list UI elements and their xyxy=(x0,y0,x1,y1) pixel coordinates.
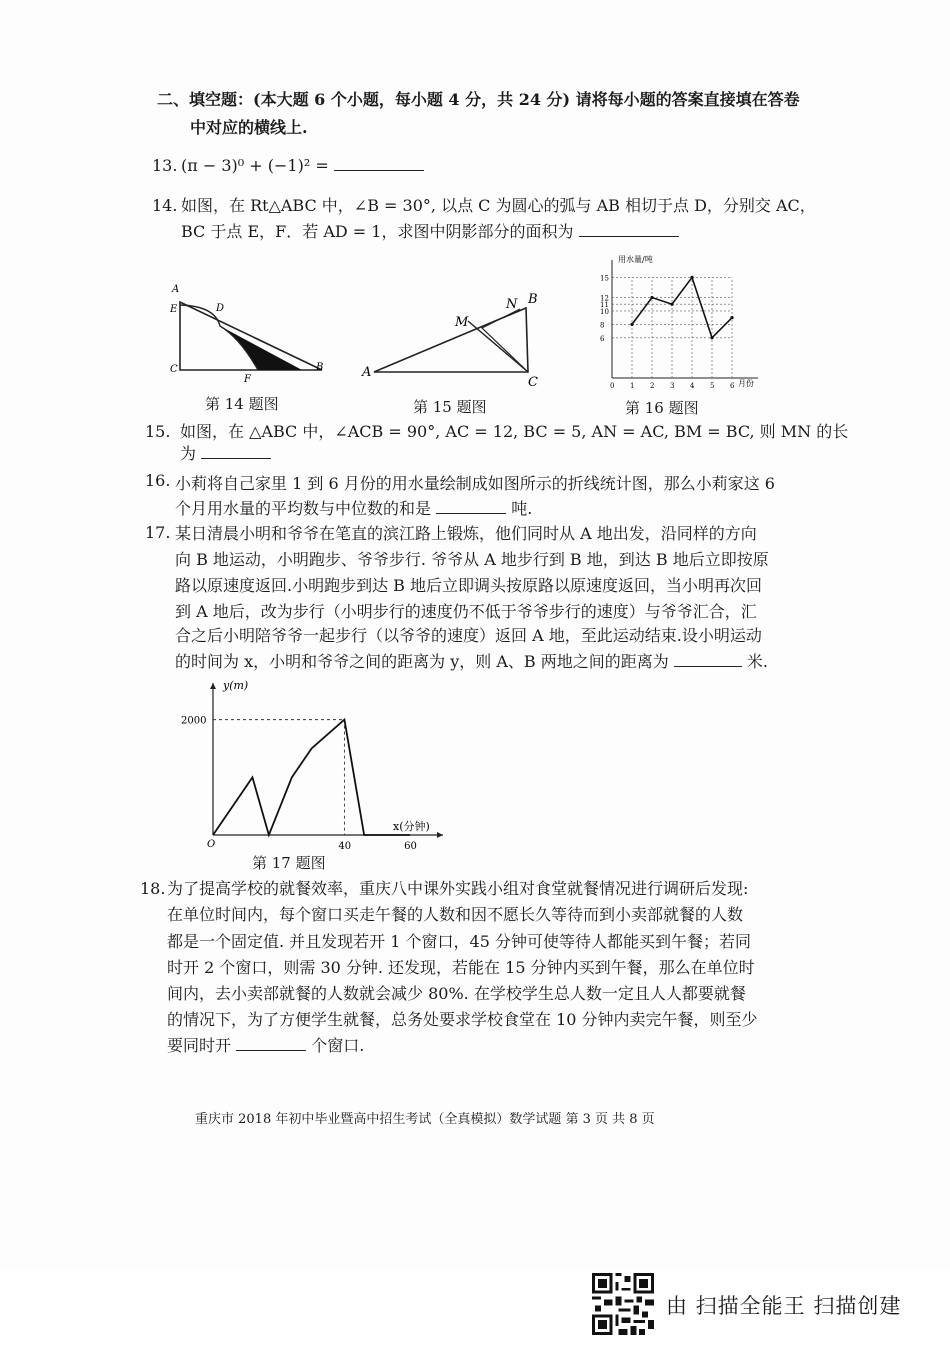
fig16-caption: 第 16 题图 xyxy=(625,399,699,417)
fig16-ytick-label: 8 xyxy=(600,321,605,330)
fig16-xtick-label: 5 xyxy=(710,382,715,390)
fig14-label-F: F xyxy=(244,374,251,385)
q18-line6: 的情况下，为了方便学生就餐，总务处要求学校食堂在 10 分钟内卖完午餐，则至少 xyxy=(167,1010,758,1029)
fig17-ytick-2000: 2000 xyxy=(181,715,207,727)
fig16-ytick-label: 11 xyxy=(600,301,609,310)
fig16-ytick-label: 10 xyxy=(600,307,609,316)
q17-line5: 合之后小明陪爷爷一起步行（以爷爷的速度）返回 A 地，至此运动结束.设小明运动 xyxy=(175,626,762,645)
q16-line1: 小莉将自己家里 1 到 6 月份的用水量绘制成如图所示的折线统计图，那么小莉家这 6 xyxy=(175,474,775,493)
fig17-series-line xyxy=(213,720,410,835)
fig16-data-point xyxy=(730,316,733,319)
fig14-caption: 第 14 题图 xyxy=(205,395,279,413)
fig17-xlabel: x(分钟) xyxy=(393,820,430,833)
q16-line2 xyxy=(175,497,532,521)
scanner-credit: 由 扫描全能王 扫描创建 xyxy=(666,1294,902,1318)
q14-line2-text: BC 于点 E，F．若 AD = 1，求图中阴影部分的面积为 xyxy=(181,222,574,241)
q14-line2 xyxy=(181,220,679,244)
q13-expression: (π − 3)⁰ + (−1)² = xyxy=(181,156,329,175)
q17-line1: 某日清晨小明和爷爷在笔直的滨江路上锻炼，他们同时从 A 地出发，沿同样的方向 xyxy=(175,524,757,543)
fig16-data-point xyxy=(650,296,653,299)
q13-text xyxy=(181,154,424,178)
q14-answer-blank[interactable] xyxy=(579,220,679,237)
q15-line2 xyxy=(180,442,271,466)
fig14-label-B: B xyxy=(316,362,324,373)
fig14-label-A: A xyxy=(172,284,180,295)
fig16-xtick-label: 0 xyxy=(610,382,615,390)
page-footer: 重庆市 2018 年初中毕业暨高中招生考试（全真模拟）数学试题 第 3 页 共 8 页 xyxy=(195,1112,655,1127)
fig17-x-arrow xyxy=(437,832,443,838)
q18-line7-text: 要同时开 xyxy=(167,1036,232,1055)
fig17-xtick-40: 40 xyxy=(338,841,352,852)
q15-answer-blank[interactable] xyxy=(201,442,271,459)
fig15-label-M: M xyxy=(455,315,469,330)
q18-line4: 时开 2 个窗口，则需 30 分钟. 还发现，若能在 15 分钟内买到午餐，那么在单位时 xyxy=(167,958,755,977)
fig15-label-A: A xyxy=(362,365,372,380)
fig14-label-D: D xyxy=(216,303,225,314)
q18-line2: 在单位时间内，每个窗口买走午餐的人数和因不愿长久等待而到小卖部就餐的人数 xyxy=(167,905,744,924)
q17-unit: 米. xyxy=(746,652,769,671)
q16-line2-text: 个月用水量的平均数与中位数的和是 xyxy=(175,499,432,518)
q17-line4: 到 A 地后，改为步行（小明步行的速度仍不低于爷爷步行的速度）与爷爷汇合，汇 xyxy=(175,602,757,621)
fig14-label-C: C xyxy=(170,364,178,375)
fig16-data-point xyxy=(690,276,693,279)
q16-number: 16. xyxy=(145,471,171,490)
fig16-data-point xyxy=(670,303,673,306)
q15-number: 15. xyxy=(145,422,171,441)
q17-line3: 路以原速度返回.小明跑步到达 B 地后立即调头按原路以原速度返回，当小明再次回 xyxy=(175,576,763,595)
fig15-label-N: N xyxy=(506,297,518,312)
q18-unit: 个窗口. xyxy=(311,1036,365,1055)
q13-number: 13. xyxy=(152,156,178,175)
section-header-line2: 中对应的横线上. xyxy=(190,118,308,137)
fig14-label-E: E xyxy=(170,304,178,315)
fig16-series-line xyxy=(632,277,732,337)
q18-line1: 为了提高学校的就餐效率，重庆八中课外实践小组对食堂就餐情况进行调研后发现: xyxy=(167,879,749,898)
q14-number: 14. xyxy=(152,196,178,215)
fig16-xtick-label: 3 xyxy=(670,382,675,390)
fig16-ytick-label: 6 xyxy=(600,334,605,343)
fig17-origin-label: O xyxy=(207,839,216,850)
fig16-xtick-label: 2 xyxy=(650,382,655,390)
fig16-xtick-label: 4 xyxy=(690,382,695,390)
fig16-xlabel: 月份 xyxy=(738,379,754,388)
fig16-xtick-label: 1 xyxy=(630,382,635,390)
q15-line2-text: 为 xyxy=(180,444,197,463)
fig16-ylabel: 用水量/吨 xyxy=(618,255,653,264)
q17-line6 xyxy=(175,650,768,674)
q16-answer-blank[interactable] xyxy=(436,497,506,514)
fig17-xtick-60: 60 xyxy=(404,841,417,852)
q14-line1: 如图，在 Rt△ABC 中，∠B = 30°, 以点 C 为圆心的弧与 AB 相切于点 D，分别交 AC， xyxy=(181,196,816,215)
q17-line2: 向 B 地运动，小明跑步、爷爷步行. 爷爷从 A 地步行到 B 地，到达 B 地后立即按原 xyxy=(175,550,769,569)
q18-answer-blank[interactable] xyxy=(236,1034,306,1051)
figure-15 xyxy=(360,288,550,393)
q18-line5: 间内，去小卖部就餐的人数就会减少 80%. 在学校学生总人数一定且人人都要就餐 xyxy=(167,984,746,1003)
figure-16-chart xyxy=(598,250,763,392)
q17-line6-text: 的时间为 x，小明和爷爷之间的距离为 y，则 A、B 两地之间的距离为 xyxy=(175,652,669,671)
q15-line1: 如图，在 △ABC 中，∠ACB = 90°, AC = 12, BC = 5, AN = AC, BM = BC, 则 MN 的长 xyxy=(180,422,849,441)
q17-number: 17. xyxy=(145,523,171,542)
fig17-caption: 第 17 题图 xyxy=(252,854,326,872)
fig17-ylabel: y(m) xyxy=(223,679,249,692)
fig16-data-point xyxy=(710,336,713,339)
q18-number: 18. xyxy=(140,879,166,898)
q16-unit: 吨. xyxy=(511,499,533,518)
fig15-label-C: C xyxy=(528,375,538,390)
fig16-ytick-label: 15 xyxy=(600,274,609,283)
fig16-ytick-label: 12 xyxy=(600,294,609,303)
fig15-label-B: B xyxy=(528,292,538,307)
q13-answer-blank[interactable] xyxy=(334,154,424,171)
q17-answer-blank[interactable] xyxy=(674,650,742,667)
section-header-line1: 二、填空题：(本大题 6 个小题，每小题 4 分，共 24 分) 请将每小题的答案直接填在答卷 xyxy=(157,90,800,109)
fig16-xtick-label: 6 xyxy=(730,382,735,390)
qr-code-icon xyxy=(592,1273,654,1335)
fig17-y-arrow xyxy=(210,683,216,689)
q18-line3: 都是一个固定值. 并且发现若开 1 个窗口，45 分钟可使等待人都能买到午餐；若同 xyxy=(167,932,751,951)
fig15-caption: 第 15 题图 xyxy=(413,398,487,416)
q18-line7 xyxy=(167,1034,364,1058)
figure-14 xyxy=(160,278,330,386)
fig16-data-point xyxy=(630,323,633,326)
figure-17-chart xyxy=(175,675,455,855)
